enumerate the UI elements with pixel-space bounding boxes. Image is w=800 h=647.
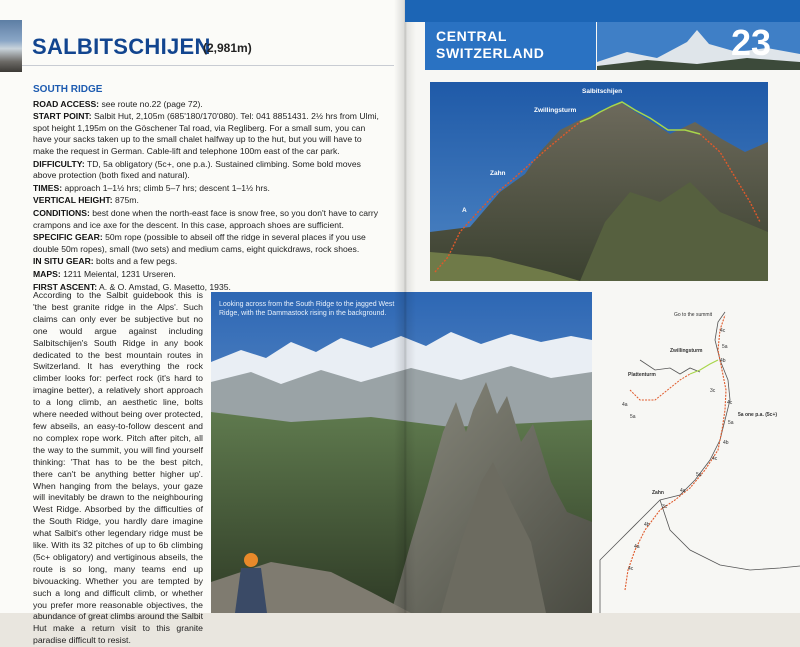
topo-pitch-grade: 4c bbox=[628, 566, 634, 572]
topo-pitch-grade: 5a bbox=[630, 414, 636, 420]
topo-pitch-grade: 4b bbox=[720, 358, 726, 364]
page-number: 23 bbox=[731, 22, 772, 63]
topo-pitch-grade: 4b bbox=[723, 440, 729, 446]
topo-pitch-grade: 4a bbox=[622, 402, 628, 408]
topo-pitch-grade: 4b bbox=[644, 522, 650, 528]
topo-grade-note: 5a one p.a. (5c+) bbox=[738, 412, 778, 418]
route-overview-photo bbox=[430, 82, 768, 281]
route-topo-diagram bbox=[600, 300, 800, 613]
topo-pitch-grade: 5a bbox=[696, 472, 702, 478]
label-zahn: Zahn bbox=[490, 170, 506, 177]
label-start-a: A bbox=[462, 207, 467, 214]
topo-pitch-grade: 5a bbox=[728, 420, 734, 426]
topo-zahn: Zahn bbox=[652, 490, 664, 496]
info-times: TIMES: approach 1–1½ hrs; climb 5–7 hrs; descent 1–1½ hrs. bbox=[33, 182, 270, 193]
topo-zwillingsturm: Zwillingsturm bbox=[670, 348, 703, 354]
topo-pitch-grade: 4c bbox=[712, 456, 718, 462]
label-salbitschijen: Salbitschijen bbox=[582, 88, 623, 95]
info-in-situ-gear: IN SITU GEAR: bolts and a few pegs. bbox=[33, 256, 178, 267]
summit-altitude: (2,981m) bbox=[203, 41, 252, 55]
label-zwillingsturm: Zwillingsturm bbox=[534, 107, 577, 114]
info-difficulty: DIFFICULTY: TD, 5a obligatory (5c+, one p.a.). Sustained climbing. Some bold moves above protection (both fixed and natural). bbox=[33, 158, 361, 181]
topo-plattenturm: Plattenturm bbox=[628, 372, 656, 378]
topo-pitch-grade: 4a bbox=[634, 544, 640, 550]
page-title: SALBITSCHIJEN bbox=[32, 34, 211, 59]
header-band bbox=[405, 0, 800, 22]
info-vertical-height: VERTICAL HEIGHT: 875m. bbox=[33, 195, 139, 206]
mountain-thumbnail bbox=[0, 20, 22, 72]
region-label: CENTRAL SWITZERLAND bbox=[436, 28, 545, 61]
info-first-ascent: FIRST ASCENT: A. & O. Amstad, G. Masetto, 1935. bbox=[33, 281, 231, 292]
topo-pitch-grade: 4c bbox=[727, 400, 733, 406]
book-gutter bbox=[394, 0, 416, 613]
body-text: According to the Salbit guidebook this is 'the best granite ridge in the Alps'. Such claims can only ever be subjective but no one would argue against including Salbitschijen's South Ridge in any book dedicated to the best mountain routes in Switzerland. It has everything the rock climber looks for: perfect rock (it's hard to imagine better), a relatively short approach to a long climb, an aesthetic line, bolts where needed without being over protected, few abseils, an easy-to-follow descent and no complex rope work. Pitch after pitch, all the way to the summit, you will find yourself thinking: 'That has to be the best pitch, there can't be anything better higher up'. When hanging from the belays, your gaze will inevitably be drawn to the neighbouring West Ridge. Absorbed by the difficulties of the South Ridge, you hardly dare imagine what Salbit's other legendary ridge must be like. With its 32 pitches of up to 6b climbing (5c+ obligatory) and vertiginous abseils, the route is so long, many teams end up bivouacking. Whether you are tempted by such a long and difficult climb, or whether you prefer more reasonable objectives, the abundance of great climbs around the Salbit Hut make a return visit to this granite paradise difficult to resist. bbox=[33, 290, 204, 646]
topo-pitch-grade: 4c bbox=[720, 328, 726, 334]
info-maps: MAPS: 1211 Meiental, 1231 Urseren. bbox=[33, 268, 176, 279]
route-info-block bbox=[33, 84, 385, 294]
topo-pitch-grade: 4a bbox=[680, 488, 686, 494]
title-bar bbox=[22, 28, 394, 66]
route-name: SOUTH RIDGE bbox=[33, 84, 103, 95]
topo-pitch-grade: 3c bbox=[662, 504, 668, 510]
topo-pitch-grade: 3c bbox=[710, 388, 716, 394]
info-specific-gear: SPECIFIC GEAR: 50m rope (possible to abseil off the ridge in several places if you use double 50m ropes), small (two sets) and medium cams, eight quickdraws, rock shoes. bbox=[33, 232, 366, 254]
topo-descent-note: Go to the summit bbox=[674, 312, 713, 318]
route-photo-illustration bbox=[430, 82, 768, 281]
photo-caption: Looking across from the South Ridge to the jagged West Ridge, with the Dammastock rising in the background. bbox=[219, 301, 395, 317]
info-start-point: START POINT: Salbit Hut, 2,105m (685'180/170'080). Tel: 041 8851431. 2½ hrs from Ulmi, spot height 1,195m on the Göschener Tal road, via Regliberg. For a small sum, you can have your sacks taken up to the small chalet halfway up to the hut, but you will have to make the request in German. Cable-lift and telephone 100m east of the car park. bbox=[33, 111, 379, 156]
topo-pitch-grade: 5a bbox=[722, 344, 728, 350]
info-road-access: ROAD ACCESS: see route no.22 (page 72). bbox=[33, 98, 203, 109]
info-conditions: CONDITIONS: best done when the north-east face is snow free, so you don't have to carry crampons and ice axe for the descent. In this case, approach shoes are sufficient. bbox=[33, 207, 379, 230]
